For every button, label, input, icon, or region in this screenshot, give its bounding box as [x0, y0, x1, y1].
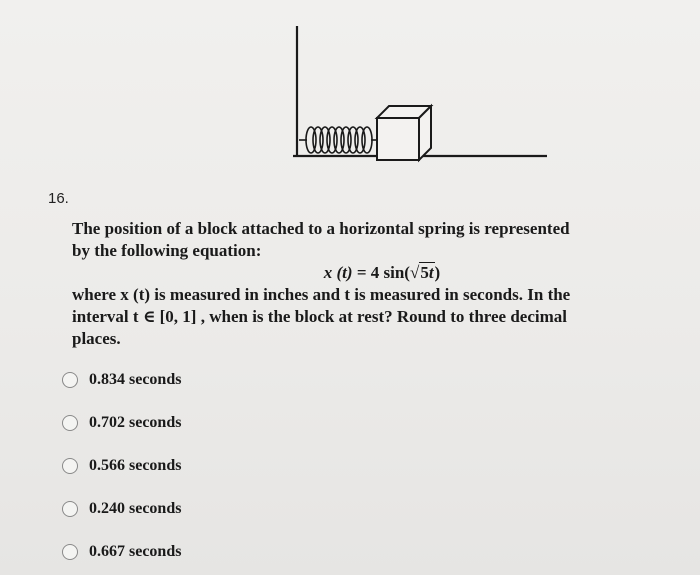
- sqrt-argument: [419, 262, 434, 282]
- sqrt-sign: √: [409, 263, 420, 282]
- body-line: places.: [72, 329, 121, 348]
- block-icon: [377, 106, 431, 160]
- radio-button[interactable]: [62, 372, 78, 388]
- question-stem: [72, 218, 592, 350]
- equation-close: ): [434, 263, 441, 282]
- radio-button[interactable]: [62, 415, 78, 431]
- answer-option[interactable]: [62, 371, 181, 389]
- equation-lhs: x (t): [323, 263, 353, 282]
- option-label: 0.834 seconds: [89, 371, 182, 388]
- sqrt-number: 5: [420, 263, 429, 282]
- spring-block-diagram: [285, 22, 550, 167]
- answer-option[interactable]: [62, 500, 181, 518]
- answer-option[interactable]: [62, 414, 181, 432]
- option-label: 0.702 seconds: [89, 414, 182, 431]
- stem-line: by the following equation:: [72, 241, 262, 260]
- position-equation: [72, 262, 592, 284]
- question-number: 16.: [48, 190, 69, 207]
- option-label: 0.240 seconds: [89, 500, 182, 517]
- radio-button[interactable]: [62, 544, 78, 560]
- answer-option[interactable]: [62, 457, 181, 475]
- body-line: where x (t) is measured in inches and t is measured in seconds. In the: [72, 285, 571, 304]
- square-root: [410, 262, 435, 284]
- stem-line: The position of a block attached to a horizontal spring is represented: [72, 219, 570, 238]
- sqrt-variable: t: [428, 263, 434, 282]
- body-line: interval t ∈ [0, 1] , when is the block at rest? Round to three decimal: [72, 307, 568, 326]
- radio-button[interactable]: [62, 501, 78, 517]
- answer-option[interactable]: [62, 543, 181, 561]
- option-label: 0.667 seconds: [89, 543, 182, 560]
- spring-icon: [299, 127, 377, 153]
- equation-rhs: = 4 sin(: [352, 263, 410, 282]
- option-label: 0.566 seconds: [89, 457, 182, 474]
- radio-button[interactable]: [62, 458, 78, 474]
